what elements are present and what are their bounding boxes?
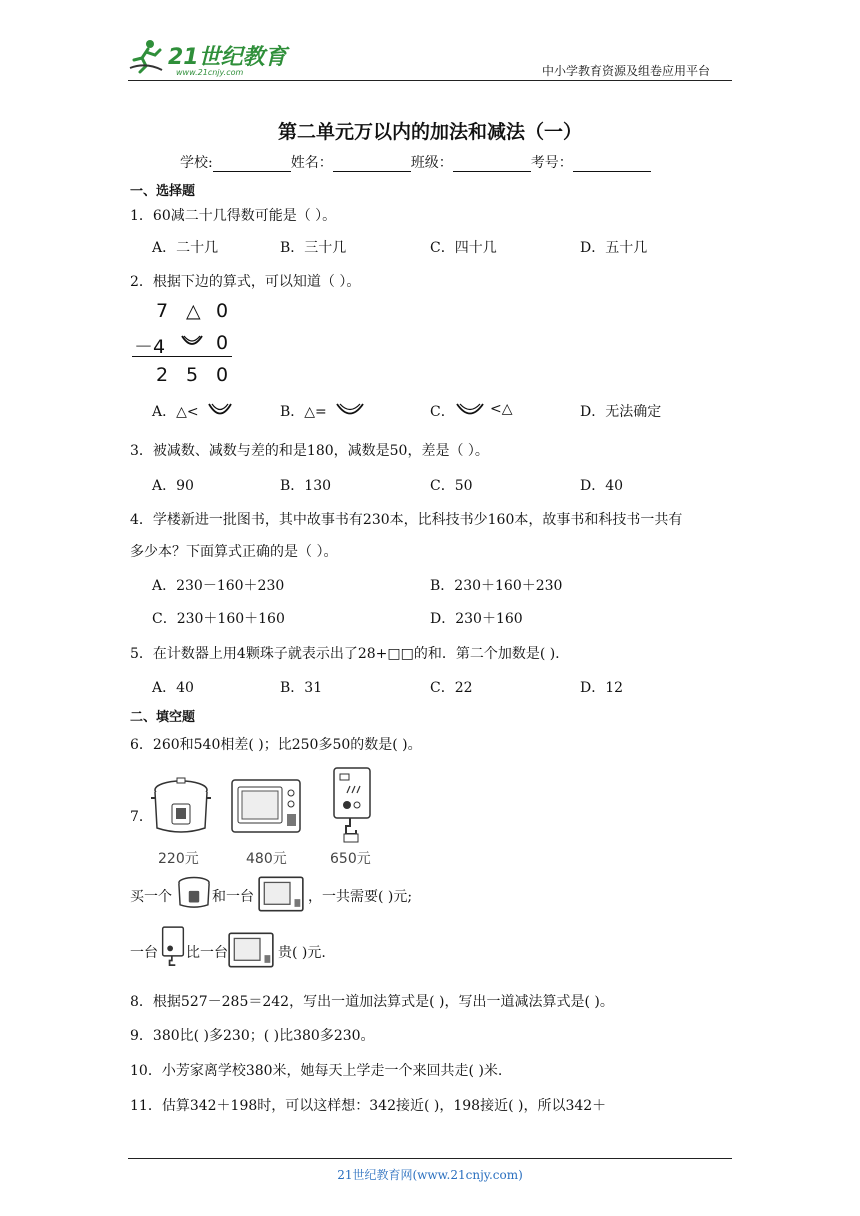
question-5: 5．在计数器上用4颗珠子就表示出了28+□□的和．第二个加数是( ). (130, 646, 560, 662)
water-heater-icon (330, 766, 374, 846)
water-heater-icon (160, 926, 186, 972)
q4-option-c[interactable]: C．230＋160＋160 (152, 611, 285, 627)
page-title: 第二单元万以内的加法和减法（一） (277, 121, 582, 143)
question-9: 9．380比( )多230；( )比380多230。 (130, 1028, 375, 1044)
question-2: 2．根据下边的算式，可以知道（ ）。 (130, 274, 361, 290)
digit: 2 (156, 364, 169, 386)
smile-arc-icon (336, 401, 364, 419)
question-11: 11．估算342＋198时，可以这样想：342接近( )，198接近( )，所以342＋ (130, 1098, 607, 1114)
q5-option-a[interactable]: A．40 (152, 680, 194, 696)
class-label: 班级： (410, 155, 453, 171)
smile-arc-icon (180, 334, 204, 350)
q5-option-c[interactable]: C．22 (430, 680, 473, 696)
price-water-heater: 650元 (330, 851, 371, 867)
q3-option-a[interactable]: A．90 (152, 478, 194, 494)
question-4-line-1: 4．学楼新进一批图书，其中故事书有230本，比科技书少160本，故事书和科技书一共有 (130, 512, 683, 528)
student-info-line (180, 152, 651, 172)
platform-label: 中小学教育资源及组卷应用平台 (542, 64, 711, 78)
q2-option-d[interactable]: D．无法确定 (580, 404, 662, 420)
q3-option-d[interactable]: D．40 (580, 478, 624, 494)
logo-text: 21世纪教育 (168, 45, 287, 70)
microwave-icon (256, 876, 306, 912)
q1-option-c[interactable]: C．四十几 (430, 240, 497, 256)
rice-cooker-icon (176, 874, 212, 910)
digit: 0 (216, 364, 229, 386)
q2-option-c-label: C． (430, 404, 455, 420)
header-divider (128, 80, 732, 81)
school-blank[interactable] (213, 157, 291, 172)
smile-arc-icon (456, 401, 484, 419)
q1-option-d[interactable]: D．五十几 (580, 240, 648, 256)
q7-line2-one: 一台 (130, 945, 158, 961)
footer-link[interactable]: 21世纪教育网(www.21cnjy.com) (337, 1168, 523, 1182)
rice-cooker-icon (150, 776, 212, 836)
q3-option-c[interactable]: C．50 (430, 478, 473, 494)
question-1: 1．60减二十几得数可能是（ ）。 (130, 208, 337, 224)
minus-digit: －4 (134, 336, 166, 358)
question-4-line-2: 多少本？下面算式正确的是（ ）。 (130, 544, 338, 560)
name-blank[interactable] (333, 157, 411, 172)
q7-line1-and: 和一台 (212, 889, 254, 905)
exam-no-blank[interactable] (573, 157, 651, 172)
q2-option-a[interactable] (152, 401, 199, 421)
q7-line2-than: 比一台 (186, 945, 228, 961)
q4-option-b[interactable]: B．230＋160＋230 (430, 578, 563, 594)
q1-option-b[interactable]: B．三十几 (280, 240, 347, 256)
section-heading-fill: 二、填空题 (130, 710, 196, 725)
q7-line1-buy: 买一个 (130, 889, 172, 905)
question-10: 10．小芳家离学校380米，她每天上学走一个来回共走( )米. (130, 1063, 503, 1079)
section-heading-choice: 一、选择题 (130, 184, 196, 199)
q2-option-c[interactable] (430, 401, 513, 421)
microwave-icon (230, 778, 302, 834)
class-blank[interactable] (453, 157, 531, 172)
q2-option-b[interactable] (280, 401, 327, 421)
q4-option-a[interactable]: A．230－160＋230 (152, 578, 285, 594)
sum-line (132, 356, 232, 357)
q7-line2-more: 贵( )元. (278, 945, 326, 961)
digit: 0 (216, 300, 229, 322)
name-label: 姓名： (290, 155, 333, 171)
question-6: 6．260和540相差( )；比250多50的数是( )。 (130, 737, 422, 753)
triangle-symbol: △ (186, 300, 201, 322)
question-7-number: 7． (130, 809, 153, 825)
microwave-icon (226, 932, 276, 968)
exam-no-label: 考号： (530, 155, 573, 171)
q2-option-b-text: B．△= (280, 404, 327, 420)
digit: 5 (186, 364, 199, 386)
school-label: 学校: (180, 155, 213, 171)
q2-option-c-text: <△ (490, 401, 513, 417)
digit: 7 (156, 300, 169, 322)
q1-option-a[interactable]: A．二十几 (152, 240, 219, 256)
q7-line1-total: ，一共需要( )元; (308, 889, 413, 905)
price-rice-cooker: 220元 (158, 851, 199, 867)
q5-option-d[interactable]: D．12 (580, 680, 624, 696)
q3-option-b[interactable]: B．130 (280, 478, 332, 494)
price-microwave: 480元 (246, 851, 287, 867)
smile-arc-icon (208, 401, 232, 419)
question-8: 8．根据527－285＝242，写出一道加法算式是( )，写出一道减法算式是( )。 (130, 994, 614, 1010)
logo-url: www.21cnjy.com (176, 68, 244, 77)
question-3: 3．被减数、减数与差的和是180，减数是50，差是（ ）。 (130, 443, 489, 459)
digit: 0 (216, 332, 229, 354)
footer-divider (128, 1158, 732, 1159)
q5-option-b[interactable]: B．31 (280, 680, 323, 696)
logo-runner-icon (128, 38, 164, 74)
q2-option-a-text: A．△< (152, 404, 199, 420)
q4-option-d[interactable]: D．230＋160 (430, 611, 523, 627)
